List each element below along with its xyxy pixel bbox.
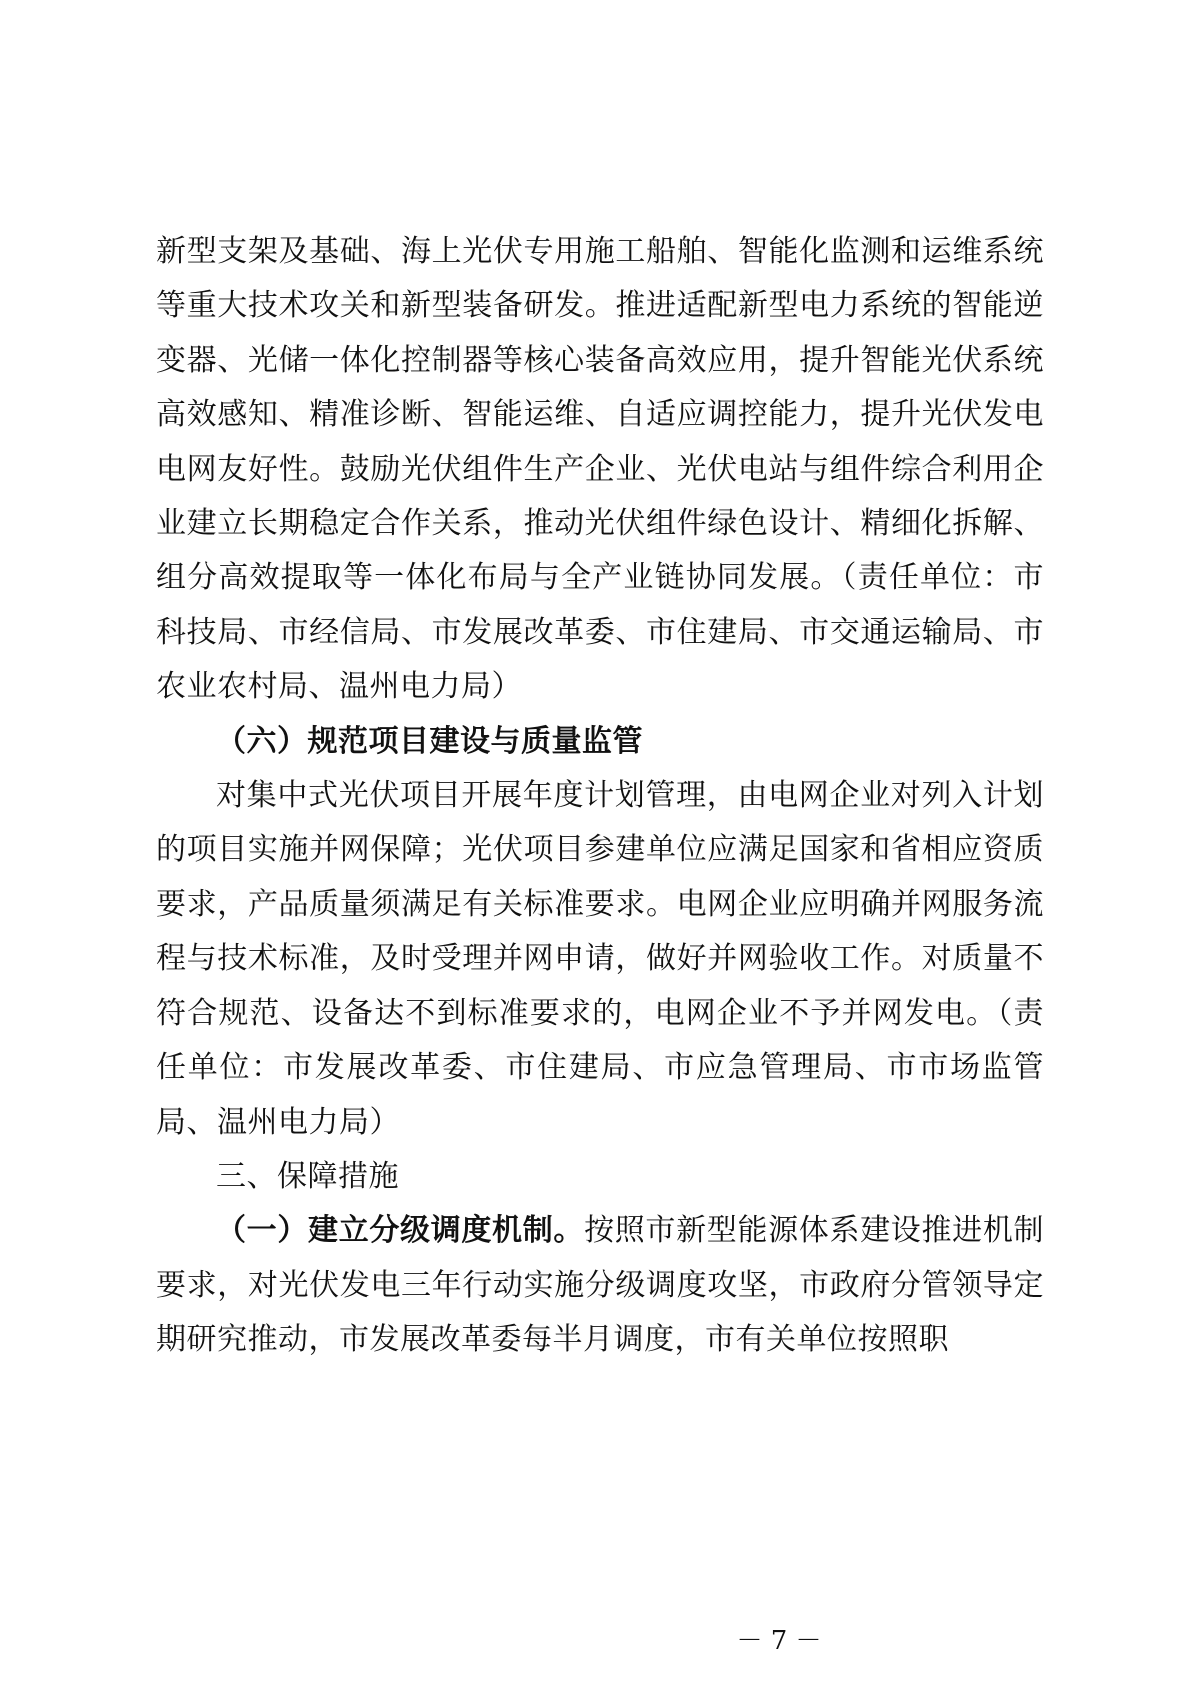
- document-body: [156, 225, 1044, 1368]
- paragraph: 对集中式光伏项目开展年度计划管理，由电网企业对列入计划的项目实施并网保障；光伏项目参建单位应满足国家和省相应资质要求，产品质量须满足有关标准要求。电网企业应明确并网服务流程与技术标准，及时受理并网申请，做好并网验收工作。对质量不符合规范、设备达不到标准要求的，电网企业不予并网发电。（责任单位：市发展改革委、市住建局、市应急管理局、市市场监管局、温州电力局）: [156, 778, 1044, 1140]
- subsection-heading: （六）规范项目建设与质量监管: [216, 723, 643, 759]
- paragraph-body: 按照市新型能源体系建设推进机制要求，对光伏发电三年行动实施分级调度攻坚，市政府分管领导定期研究推动，市发展改革委每半月调度，市有关单位按照职: [156, 1213, 1045, 1358]
- page-number: － 7 －: [736, 1626, 822, 1656]
- paragraph-lead: （一）建立分级调度机制。: [216, 1213, 585, 1249]
- section-heading: 三、保障措施: [216, 1158, 399, 1194]
- paragraph-continued: 新型支架及基础、海上光伏专用施工船舶、智能化监测和运维系统等重大技术攻关和新型装备研发。推进适配新型电力系统的智能逆变器、光储一体化控制器等核心装备高效应用，提升智能光伏系统高效感知、精准诊断、智能运维、自适应调控能力，提升光伏发电电网友好性。鼓励光伏组件生产企业、光伏电站与组件综合利用企业建立长期稳定合作关系，推动光伏组件绿色设计、精细化拆解、组分高效提取等一体化布局与全产业链协同发展。（责任单位：市科技局、市经信局、市发展改革委、市住建局、市交通运输局、市农业农村局、温州电力局）: [156, 234, 1044, 705]
- paragraph-with-lead: [156, 1204, 1044, 1367]
